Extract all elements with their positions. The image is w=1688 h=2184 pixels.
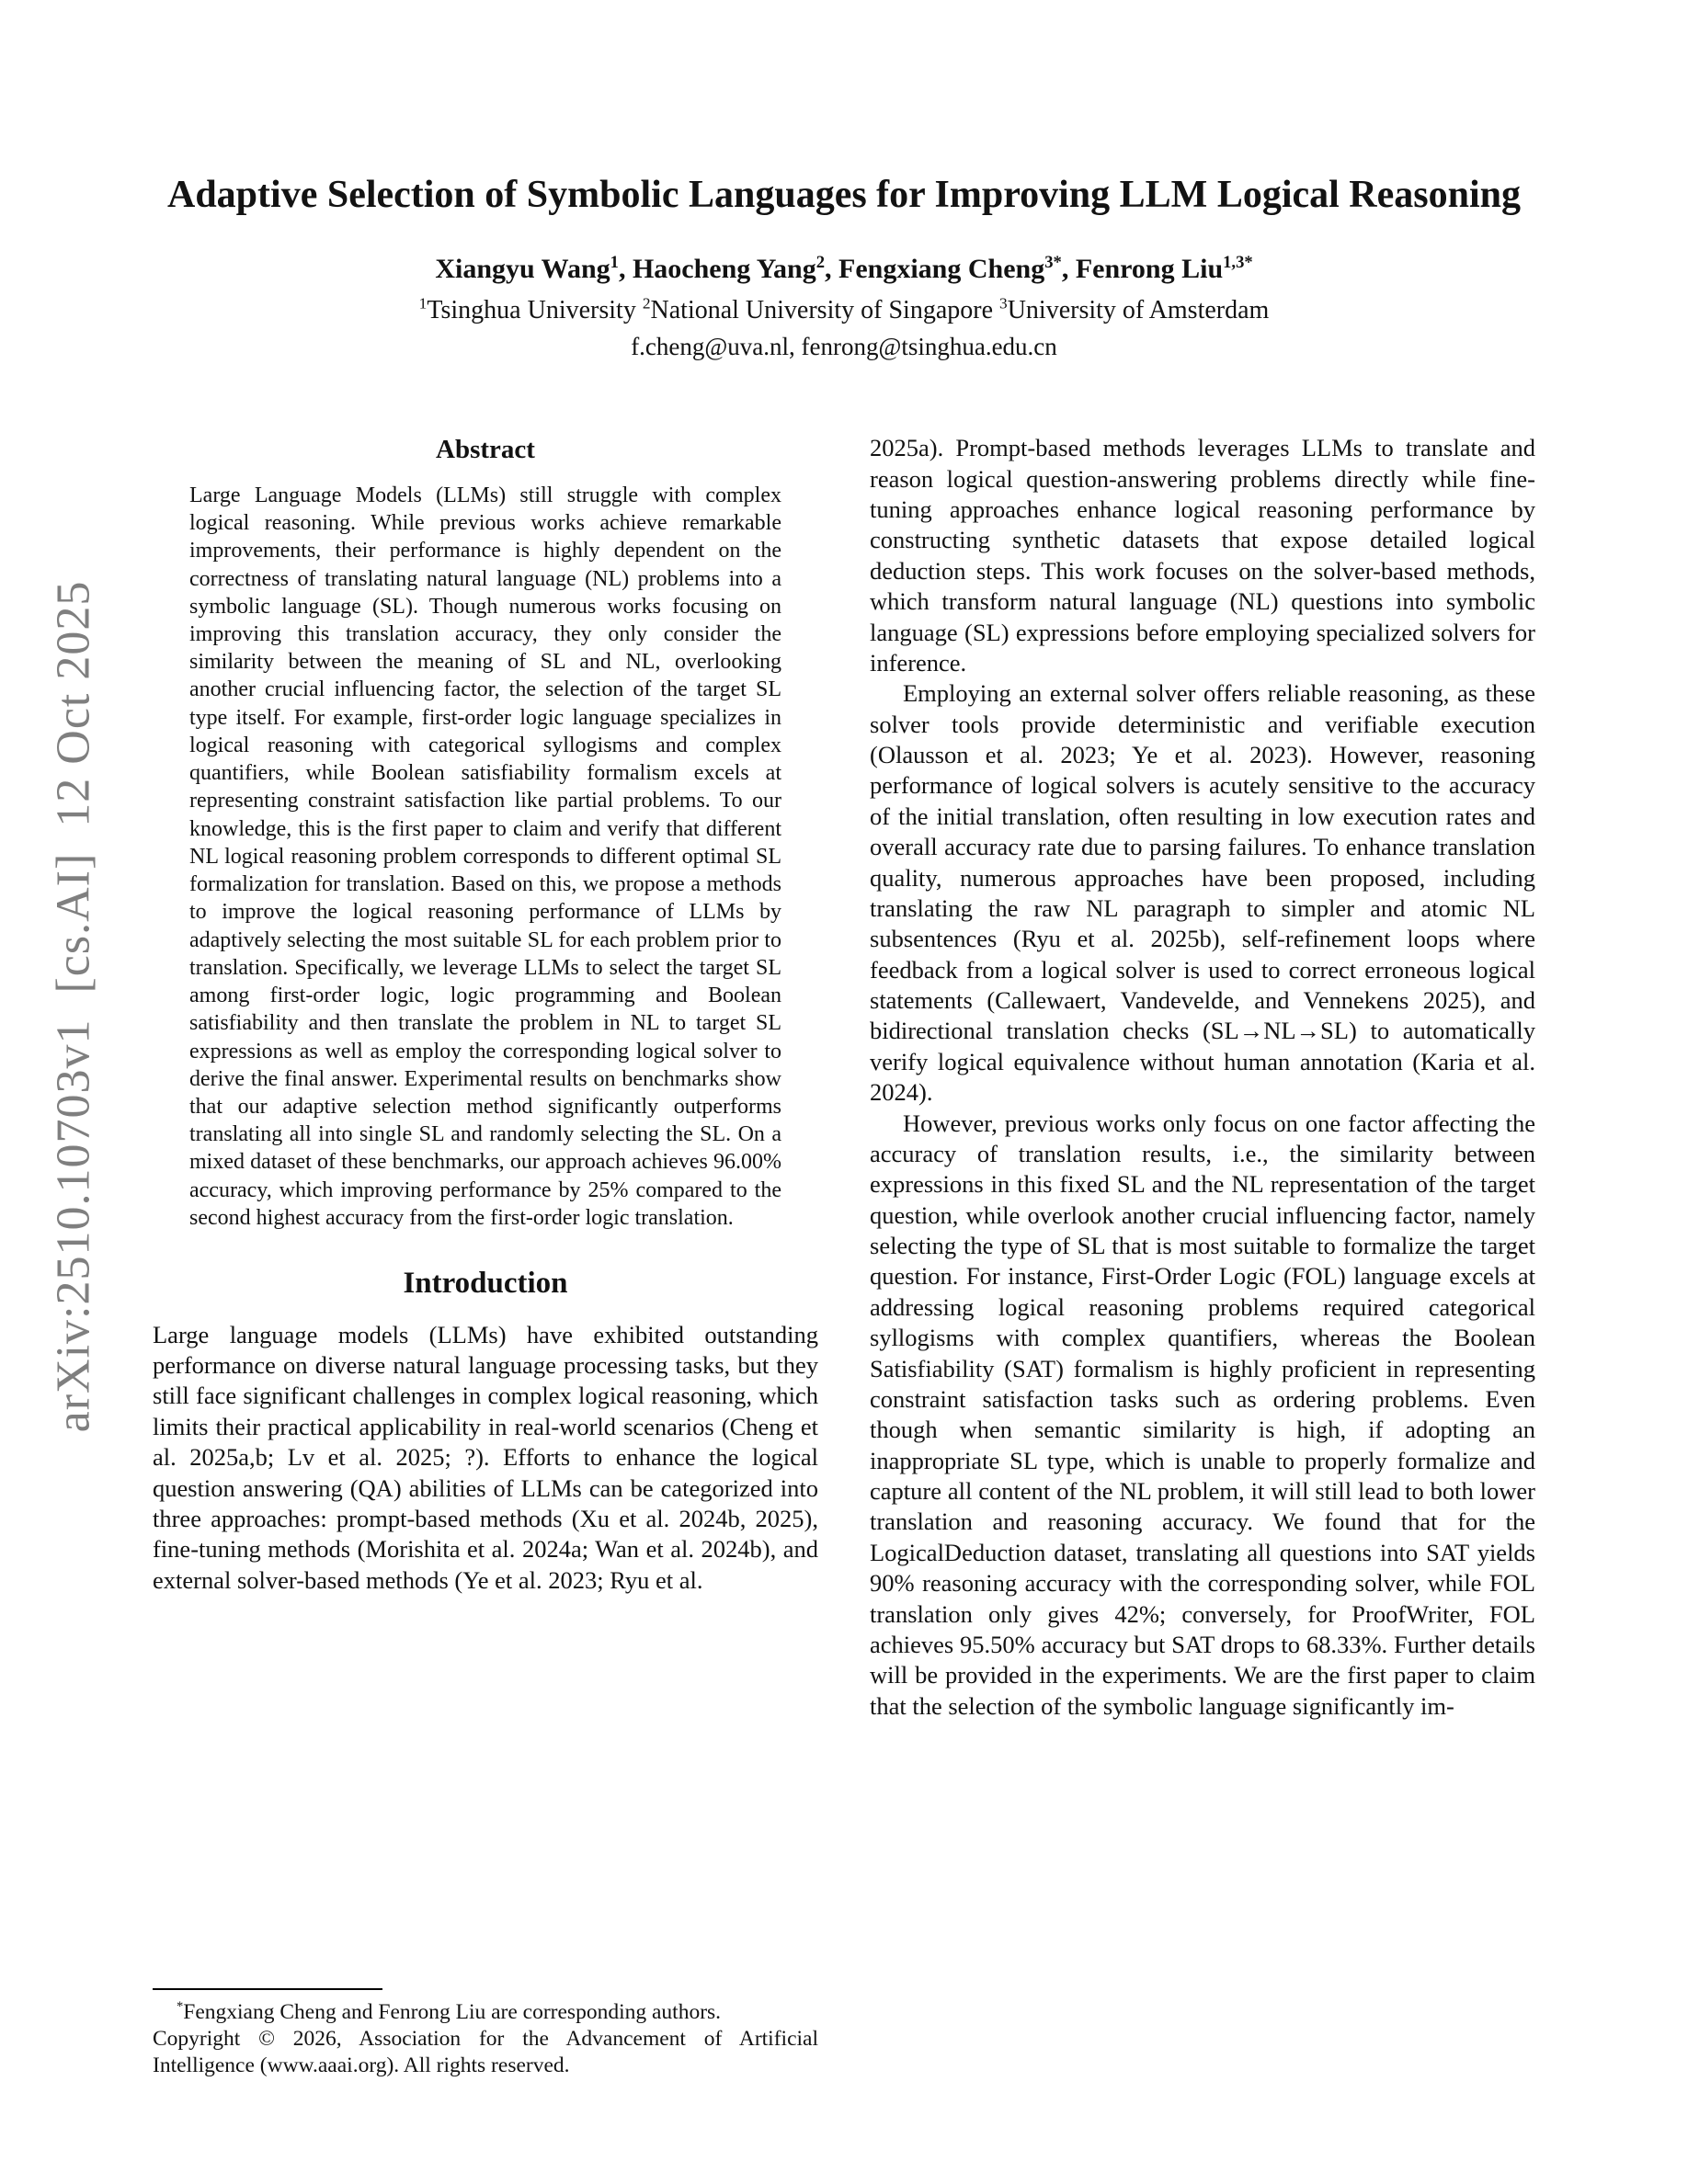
author: Fengxiang Cheng$^{3*}$	[838, 253, 1062, 285]
two-column-body	[0, 433, 1688, 2078]
footnote-rule	[153, 1988, 382, 1990]
abstract-section	[153, 433, 818, 1232]
abstract-text: Large Language Models (LLMs) still struggle with complex logical reasoning. While previous works achieve remarkable improvements, their performance is highly dependent on the correctness of translating natural language (NL) problems into a symbolic language (SL). Though numerous works focusing on improving this translation accuracy, they only consider the similarity between the meaning of SL and NL, overlooking another crucial influencing factor, the selection of the target SL type itself. For example, first-order logic language specializes in logical reasoning with categorical syllogisms and complex quantifiers, while Boolean satisfiability formalism excels at representing constraint satisfaction like partial problems. To our knowledge, this is the first paper to claim and verify that different NL logical reasoning problem corresponds to different optimal SL formalization for translation. Based on this, we propose a methods to improve the logical reasoning performance of LLMs by adaptively selecting the most suitable SL for each problem prior to translation. Specifically, we leverage LLMs to select the target SL among first-order logic, logic programming and Boolean satisfiability and then translate the problem in NL to target SL expressions as well as employ the corresponding logical solver to derive the final answer. Experimental results on benchmarks show that our adaptive selection method significantly outperforms translating all into single SL and randomly selecting the SL. On a mixed dataset of these benchmarks, our approach achieves 96.00% accuracy, which improving performance by 25% compared to the second highest accuracy from the first-order logic translation.	[189, 483, 781, 1230]
affiliation: $^3$University of Amsterdam	[999, 294, 1270, 325]
left-column	[153, 433, 818, 2078]
right-column	[870, 433, 1535, 2078]
footnote-corresponding-authors	[153, 1999, 818, 2026]
author: Haocheng Yang$^2$	[632, 253, 826, 285]
introduction-heading: Introduction	[403, 1267, 568, 1301]
authors-line: Xiangyu Wang$^1$, Haocheng Yang$^2$, Fengxiang Cheng$^{3*}$, Fenrong Liu$^{1,3*}$	[435, 253, 1253, 285]
body-paragraph-1: 2025a). Prompt-based methods leverages LLMs to translate and reason logical question-answering problems directly while fine-tuning approaches enhance logical reasoning performance by constructing synthetic datasets that expose detailed logical deduction steps. This work focuses on the solver-based methods, which transform natural language (NL) questions into symbolic language (SL) expressions before employing specialized solvers for inference.	[870, 434, 1535, 677]
abstract-heading: Abstract	[436, 435, 535, 465]
footnote-block	[153, 1988, 818, 2078]
footnote-line1: Fengxiang Cheng and Fenrong Liu are corresponding authors.	[183, 2000, 722, 2025]
footnote-marker: *	[177, 1999, 184, 2015]
paper-title: Adaptive Selection of Symbolic Languages for Improving LLM Logical Reasoning	[166, 174, 1522, 216]
paper-header	[0, 0, 1688, 361]
affiliation: $^2$National University of Singapore	[642, 294, 993, 325]
footnote-copyright: Copyright © 2026, Association for the Advancement of Artificial Intelligence (www.aaai.org). All rights reserved.	[153, 2026, 818, 2077]
affiliations-line	[0, 296, 1688, 325]
author: Xiangyu Wang$^1$	[435, 253, 619, 285]
body-paragraph-3: However, previous works only focus on one factor affecting the accuracy of translation results, i.e., the similarity between expressions in this fixed SL and the NL representation of the target question, while overlook another crucial influencing factor, namely selecting the type of SL that is most suitable to formalize the target question. For instance, First-Order Logic (FOL) language excels at addressing logical reasoning problems required categorical syllogisms with complex quantifiers, whereas the Boolean Satisfiability (SAT) formalism is highly proficient in representing constraint satisfaction tasks such as ordering problems. Even though when semantic similarity is high, if adopting an inappropriate SL type, which is unable to properly formalize and capture all content of the NL problem, it will still lead to both lower translation and reasoning accuracy. We found that for the LogicalDeduction dataset, translating all questions into SAT yields 90% reasoning accuracy with the corresponding solver, while FOL translation only gives 42%; conversely, for ProofWriter, FOL achieves 95.50% accuracy but SAT drops to 68.33%. Further details will be provided in the experiments. We are the first paper to claim that the selection of the symbolic language significantly im-	[870, 1109, 1535, 1720]
affiliation: $^1$Tsinghua University	[418, 294, 636, 325]
introduction-paragraph: Large language models (LLMs) have exhibited outstanding performance on diverse natural language processing tasks, but they still face significant challenges in complex logical reasoning, which limits their practical applicability in real-world scenarios (Cheng et al. 2025a,b; Lv et al. 2025; ?). Efforts to enhance the logical question answering (QA) abilities of LLMs can be categorized into three approaches: prompt-based methods (Xu et al. 2024b, 2025), fine-tuning methods (Morishita et al. 2024a; Wan et al. 2024b), and external solver-based methods (Ye et al. 2023; Ryu et al.	[153, 1320, 818, 1594]
body-paragraph-2: Employing an external solver offers reliable reasoning, as these solver tools provide deterministic and verifiable execution (Olausson et al. 2023; Ye et al. 2023). However, reasoning performance of logical solvers is acutely sensitive to the accuracy of the initial translation, often resulting in low execution rates and overall accuracy rate due to parsing failures. To enhance translation quality, numerous approaches have been proposed, including translating the raw NL paragraph to simpler and atomic NL subsentences (Ryu et al. 2025b), self-refinement loops where feedback from a logical solver is used to correct erroneous logical statements (Callewaert, Vandevelde, and Vennekens 2025), and bidirectional translation checks (SL→NL→SL) to automatically verify logical equivalence without human annotation (Karia et al. 2024).	[870, 679, 1535, 1107]
author: Fenrong Liu$^{1,3*}$	[1075, 253, 1253, 285]
arxiv-watermark: arXiv:2510.10703v1 [cs.AI] 12 Oct 2025	[47, 580, 100, 1433]
emails-line: f.cheng@uva.nl, fenrong@tsinghua.edu.cn	[631, 333, 1057, 361]
